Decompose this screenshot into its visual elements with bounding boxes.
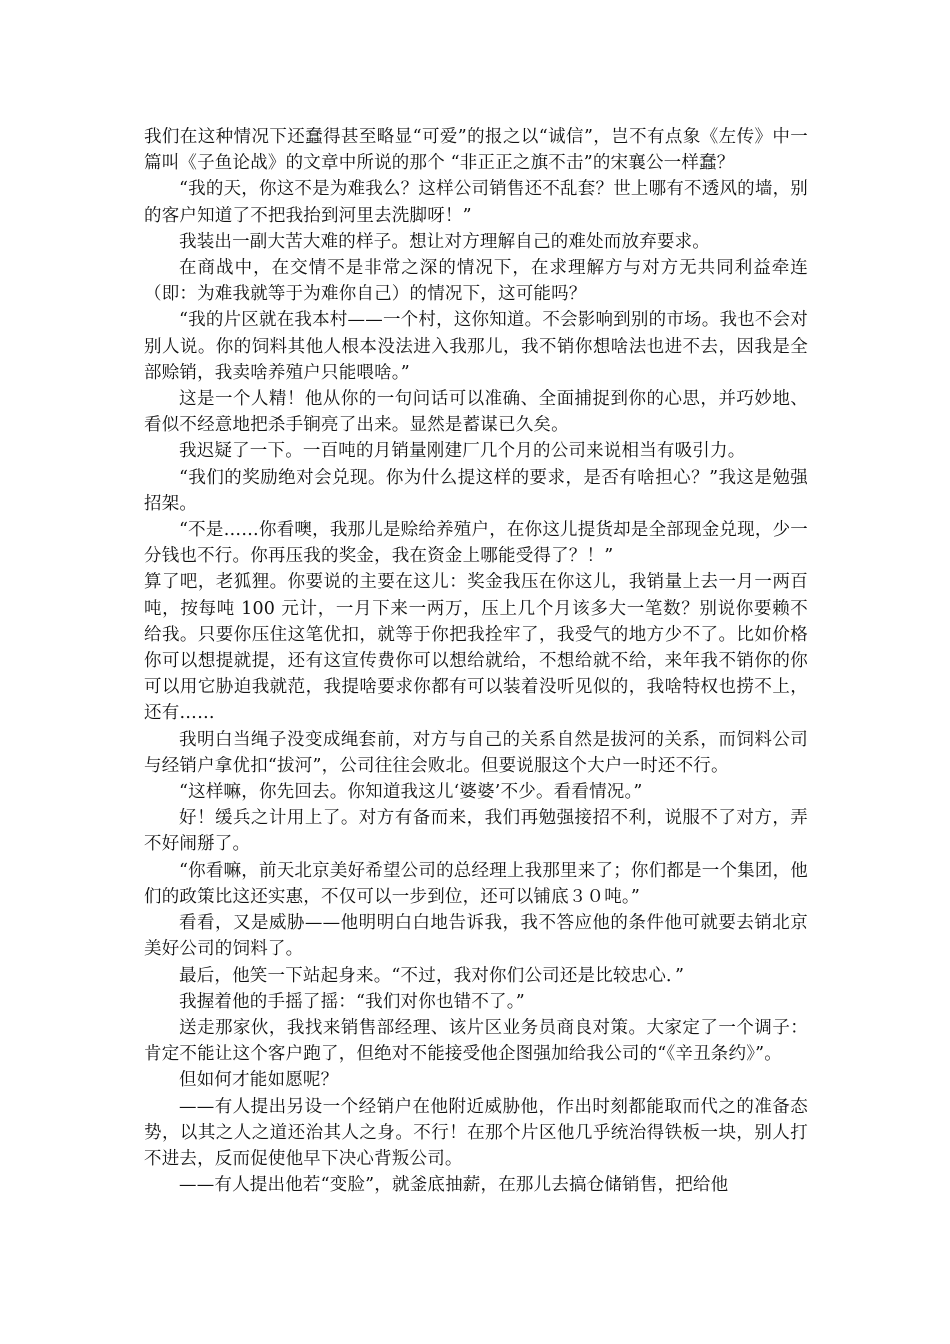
paragraph-11: 我明白当绳子没变成绳套前，对方与自己的关系自然是拔河的关系，而饲料公司与经销户拿优扣“拔河”，公司往往会败北。但要说服这个大户一时还不行。 bbox=[144, 729, 808, 776]
paragraph-2: “我的天，你这不是为难我么？这样公司销售还不乱套？世上哪有不透风的墙，别的客户知道了不把我抬到河里去洗脚呀！” bbox=[144, 179, 808, 226]
paragraph-3: 我装出一副大苦大难的样子。想让对方理解自己的难处而放弃要求。 bbox=[179, 231, 710, 252]
paragraph-5: “我的片区就在我本村——一个村，这你知道。不会影响到别的市场。我也不会对别人说。你的饲料其他人根本没法进入我那儿，我不销你想啥法也进不去，因我是全部赊销，我卖啥养殖户只能喂啥。” bbox=[144, 310, 808, 383]
paragraph-21: ——有人提出他若“变脸”，就釜底抽薪，在那儿去搞仓储销售，把给他 bbox=[179, 1175, 729, 1196]
paragraph-12: “这样嘛，你先回去。你知道我这儿‘婆婆’不少。看看情况。” bbox=[179, 782, 643, 803]
paragraph-8: “我们的奖励绝对会兑现。你为什么提这样的要求，是否有啥担心？”我这是勉强招架。 bbox=[144, 467, 808, 514]
paragraph-14: “你看嘛，前天北京美好希望公司的总经理上我那里来了；你们都是一个集团，他们的政策比这还实惠，不仅可以一步到位，还可以铺底３０吨。” bbox=[144, 860, 808, 907]
paragraph-7: 我迟疑了一下。一百吨的月销量刚建厂几个月的公司来说相当有吸引力。 bbox=[179, 441, 746, 462]
paragraph-1: 我们在这种情况下还蠢得甚至略显“可爱”的报之以“诚信”，岂不有点象《左传》中一篇叫《子鱼论战》的文章中所说的那个 “非正正之旗不击”的宋襄公一样蠢？ bbox=[144, 127, 808, 174]
paragraph-20: ——有人提出另设一个经销户在他附近威胁他，作出时刻都能取而代之的准备态势，以其之人之道还治其人之身。不行！在那个片区他几乎统治得铁板一块，别人打不进去，反而促使他早下决心背叛公司。 bbox=[144, 1096, 808, 1169]
paragraph-17: 我握着他的手摇了摇：“我们对你也错不了。” bbox=[179, 991, 525, 1012]
paragraph-16: 最后，他笑一下站起身来。“不过，我对你们公司还是比较忠心．” bbox=[179, 965, 685, 986]
paragraph-13: 好！缓兵之计用上了。对方有备而来，我们再勉强接招不利，说服不了对方，弄不好闹掰了。 bbox=[144, 808, 808, 855]
paragraph-10: 算了吧，老狐狸。你要说的主要在这儿：奖金我压在你这儿，我销量上去一月一两百吨，按每吨 100 元计，一月下来一两万，压上几个月该多大一笔数？别说你要赖不给我。只要你压住这笔优扣，就等于你把我拴牢了，我受气的地方少不了。比如价格你可以想提就提，还有这宣传费你可以想给就给，不想给就不给，来年我不销你的你可以用它胁迫我就范，我提啥要求你都有可以装着没听见似的，我啥特权也捞不上，还有…… bbox=[144, 572, 808, 724]
paragraph-15: 看看，又是威胁——他明明白白地告诉我，我不答应他的条件他可就要去销北京美好公司的饲料了。 bbox=[144, 913, 808, 960]
document-body bbox=[144, 124, 808, 1198]
paragraph-4: 在商战中，在交情不是非常之深的情况下，在求理解方与对方无共同利益牵连（即：为难我就等于为难你自己）的情况下，这可能吗？ bbox=[144, 258, 808, 305]
paragraph-9: “不是……你看噢，我那儿是赊给养殖户，在你这儿提货却是全部现金兑现，少一分钱也不行。你再压我的奖金，我在资金上哪能受得了？！” bbox=[144, 520, 808, 567]
paragraph-18: 送走那家伙，我找来销售部经理、该片区业务员商良对策。大家定了一个调子：肯定不能让这个客户跑了，但绝对不能接受他企图强加给我公司的“《辛丑条约》”。 bbox=[144, 1017, 808, 1065]
paragraph-19: 但如何才能如愿呢？ bbox=[179, 1070, 339, 1091]
paragraph-6: 这是一个人精！他从你的一句问话可以准确、全面捕捉到你的心思，并巧妙地、看似不经意地把杀手锏亮了出来。显然是蓄谋已久矣。 bbox=[144, 389, 808, 436]
